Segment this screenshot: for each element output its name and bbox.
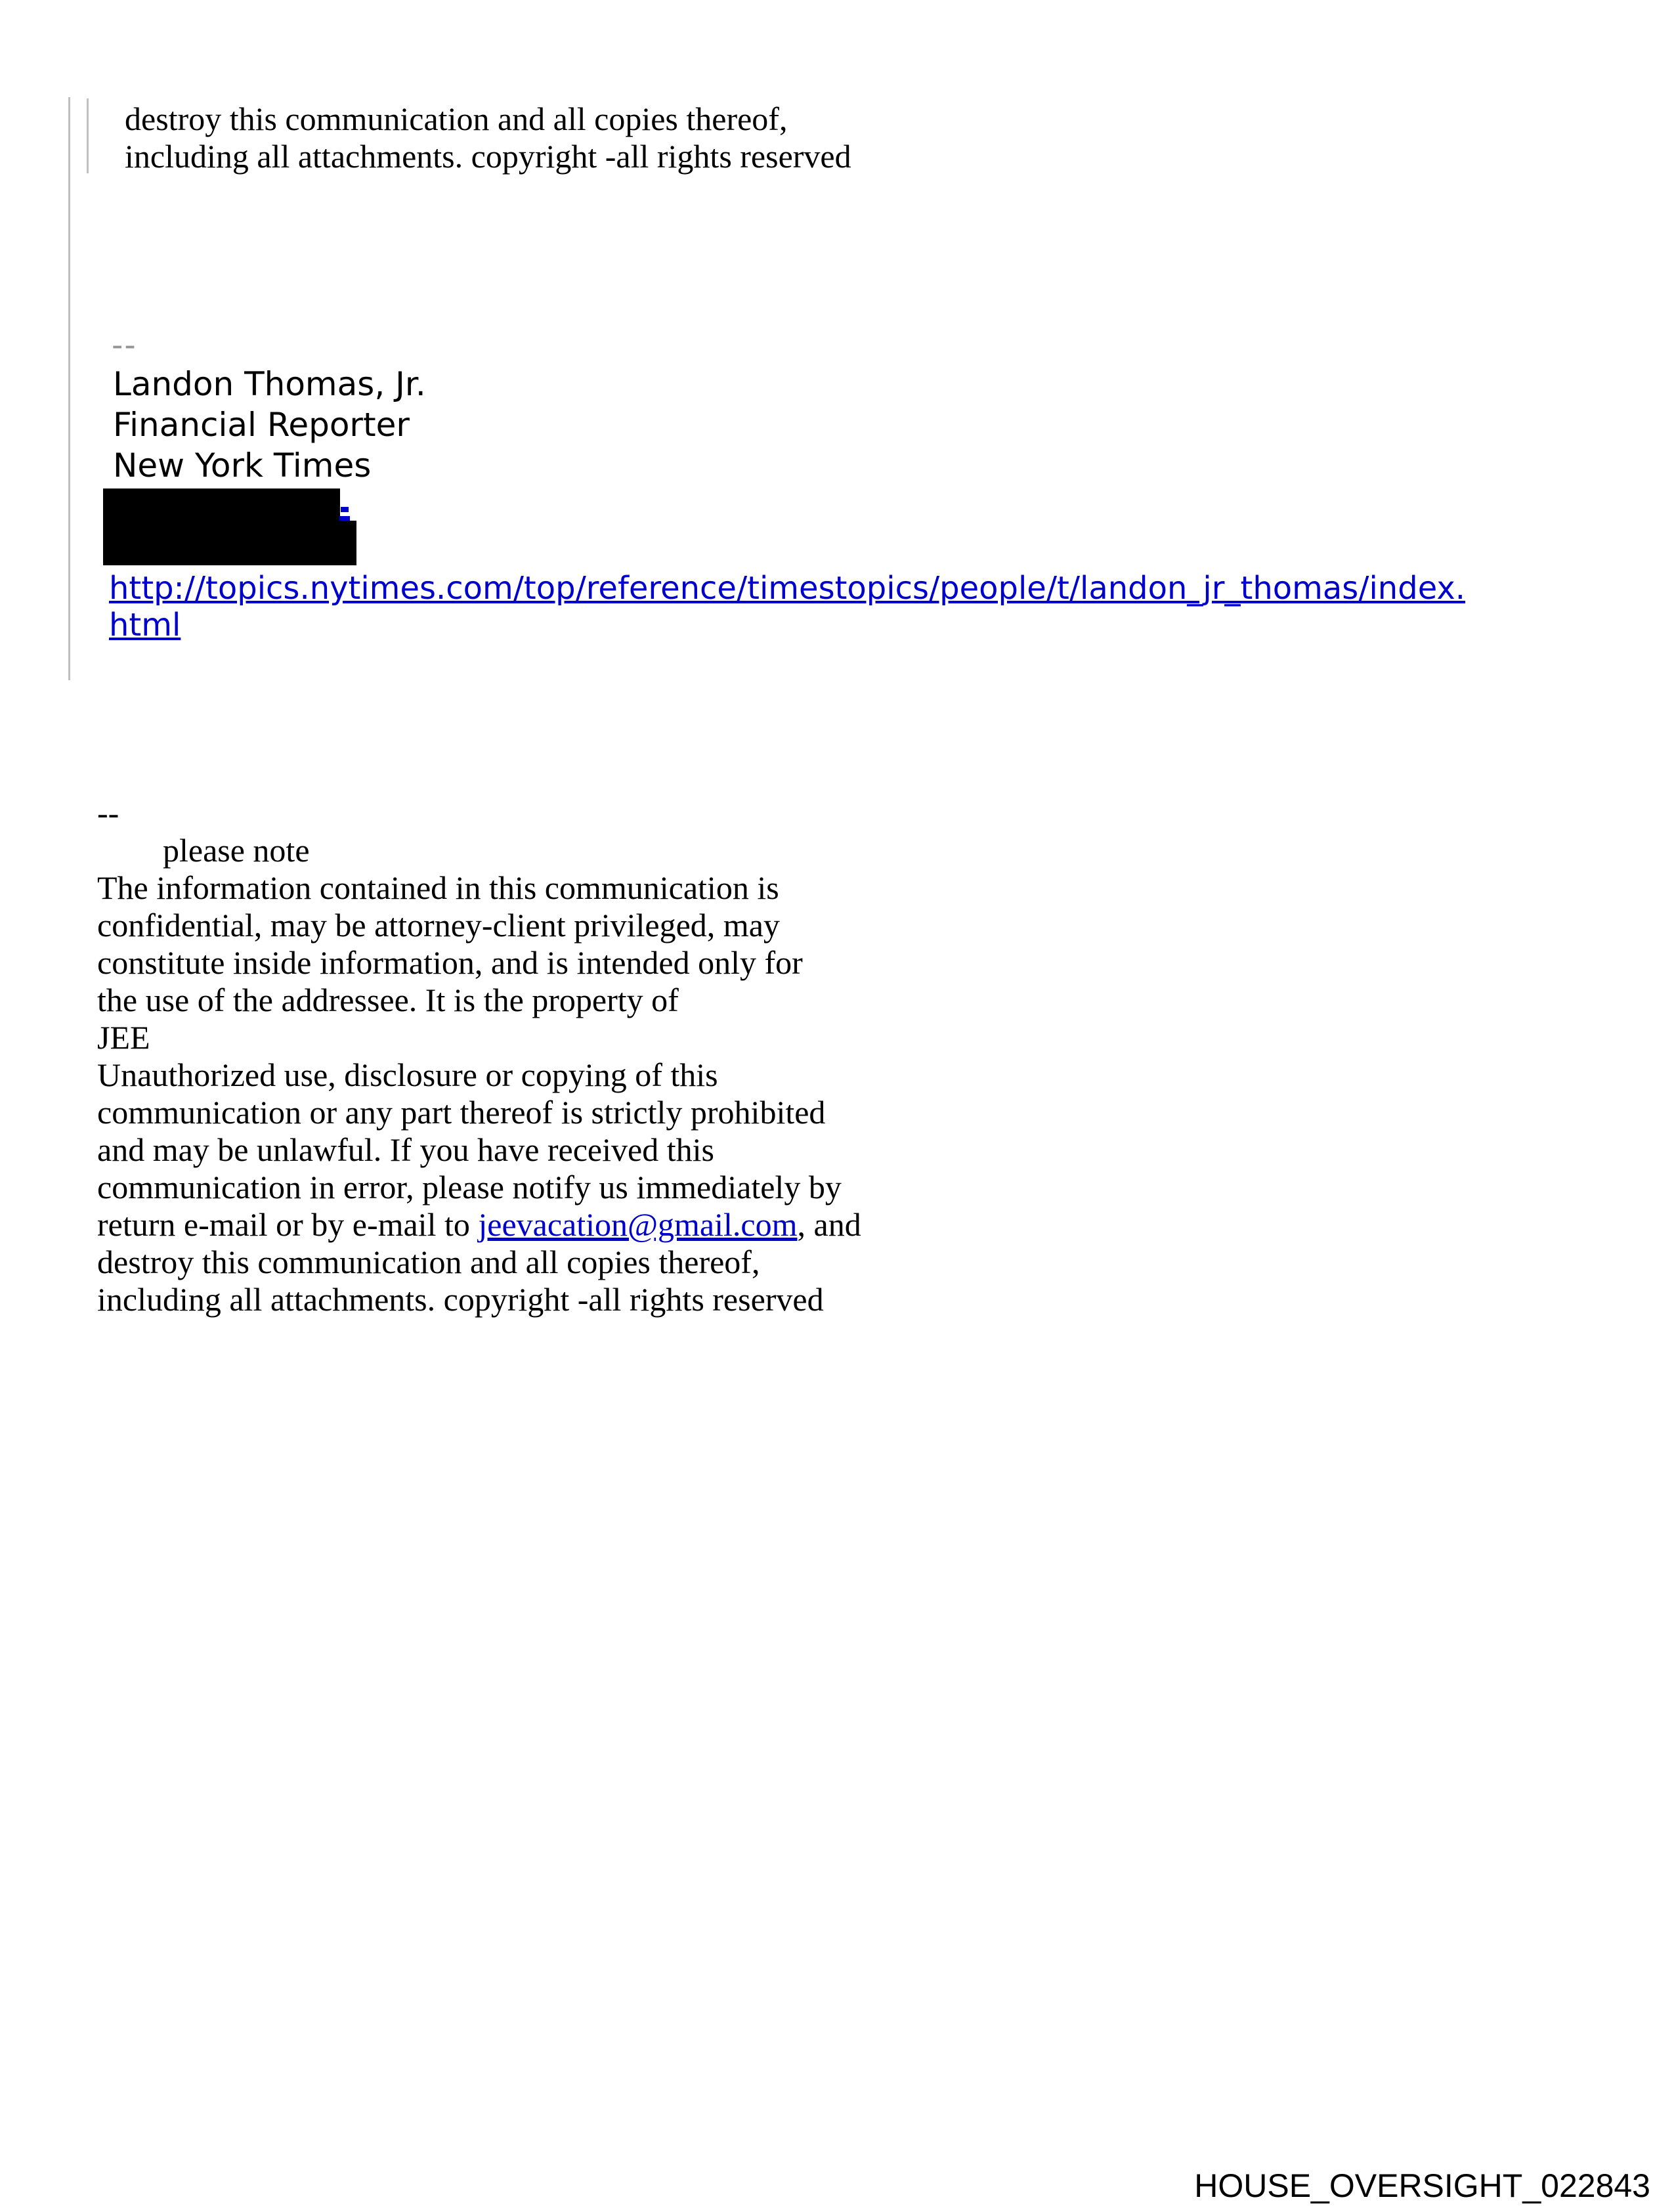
disclaimer-separator-dashes: -- <box>97 794 119 831</box>
disclaimer-line: confidential, may be attorney-client privileged, may <box>97 907 780 943</box>
nytimes-profile-link-line1[interactable]: http://topics.nytimes.com/top/reference/timestopics/people/t/landon_jr_thomas/index. <box>109 570 1466 607</box>
nytimes-profile-link[interactable] <box>109 570 1465 643</box>
redaction-box <box>103 488 340 521</box>
quote-bar-inner <box>87 98 89 173</box>
quoted-disclaimer-block <box>125 100 851 175</box>
quoted-disclaimer-line: destroy this communication and all copies thereof, <box>125 100 788 137</box>
disclaimer-line: including all attachments. copyright -all rights reserved <box>97 1281 824 1318</box>
quoted-disclaimer-line: including all attachments. copyright -all rights reserved <box>125 138 851 175</box>
redaction-box <box>103 521 356 565</box>
disclaimer-block <box>97 794 861 1318</box>
bates-number: HOUSE_OVERSIGHT_022843 <box>1194 2167 1650 2204</box>
disclaimer-line: communication in error, please notify us immediately by <box>97 1169 842 1205</box>
redacted-link-remnant <box>339 516 350 521</box>
disclaimer-line: the use of the addressee. It is the property of <box>97 982 679 1018</box>
disclaimer-line-with-link <box>97 1206 861 1244</box>
quote-bar-outer <box>68 97 70 680</box>
signature-organization: New York Times <box>113 446 372 485</box>
signature-block <box>113 364 426 486</box>
disclaimer-line: destroy this communication and all copies thereof, <box>97 1244 760 1280</box>
disclaimer-line: The information contained in this communication is <box>97 869 779 906</box>
nytimes-profile-link-line2[interactable]: html <box>109 607 181 643</box>
disclaimer-line: Unauthorized use, disclosure or copying of this <box>97 1056 718 1093</box>
disclaimer-line: JEE <box>97 1019 150 1056</box>
signature-name: Landon Thomas, Jr. <box>113 365 426 403</box>
signature-title: Financial Reporter <box>113 406 410 444</box>
disclaimer-line: and may be unlawful. If you have received this <box>97 1131 714 1168</box>
disclaimer-link-line-after: , and <box>797 1206 861 1243</box>
email-link[interactable]: jeevacation@gmail.com <box>478 1206 798 1243</box>
redacted-link-remnant <box>341 507 349 512</box>
disclaimer-line: constitute inside information, and is intended only for <box>97 944 803 981</box>
disclaimer-note-label: please note <box>163 832 310 869</box>
disclaimer-link-line-before: return e-mail or by e-mail to <box>97 1206 479 1243</box>
signature-separator-dashes: -- <box>112 327 137 364</box>
disclaimer-line: communication or any part thereof is strictly prohibited <box>97 1094 826 1131</box>
